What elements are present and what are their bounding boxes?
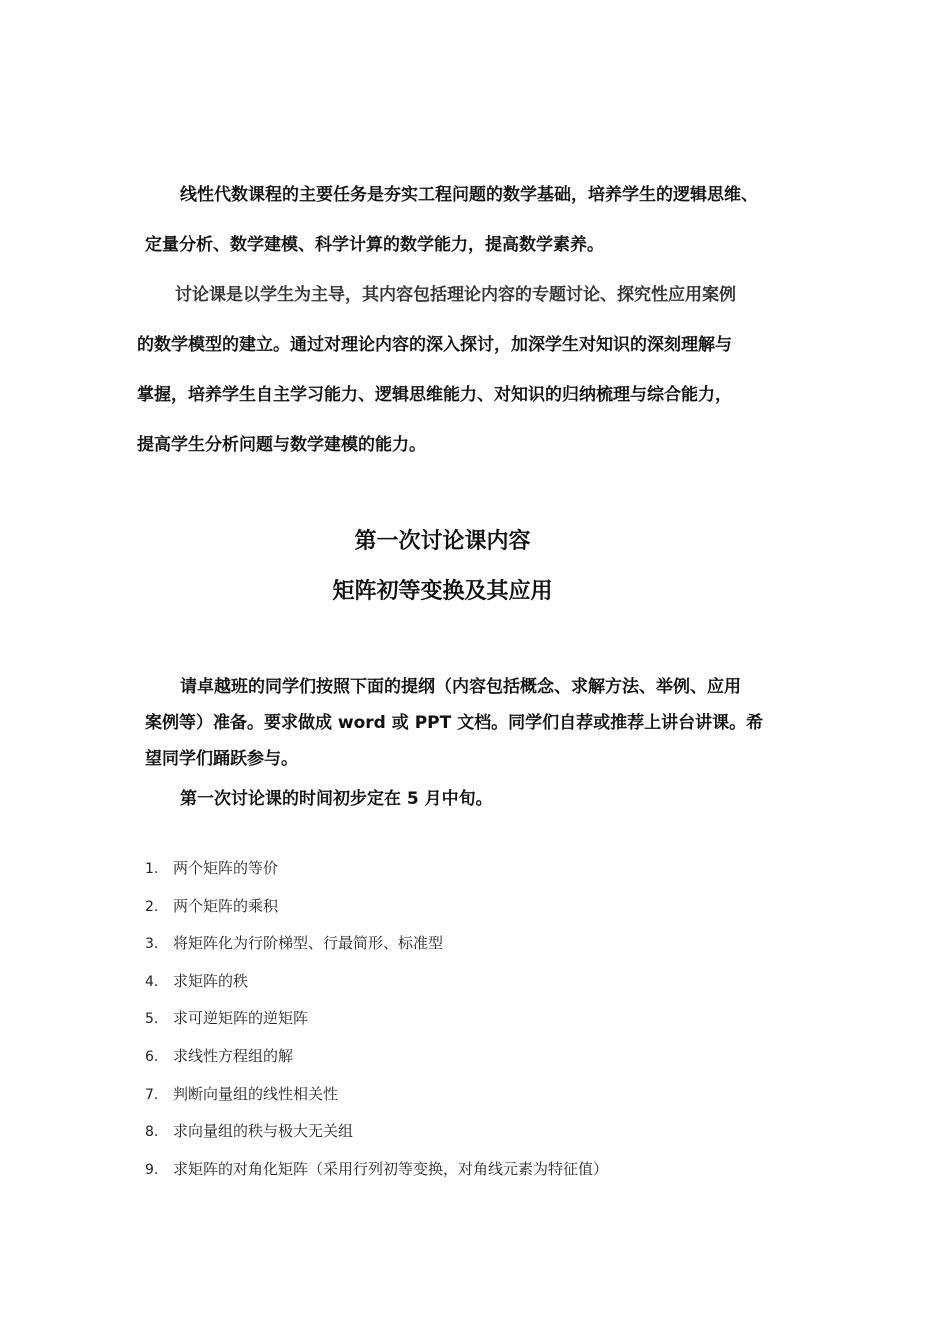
list-item: [145, 1006, 608, 1044]
list-item: [145, 931, 608, 969]
list-item: [145, 1119, 608, 1157]
list-item: [145, 894, 608, 932]
title-line-1: 第一次讨论课内容: [354, 529, 531, 554]
list-item: [145, 1157, 608, 1195]
list-item: [145, 1044, 608, 1082]
list-item-text: 求矩阵的秩: [173, 971, 249, 990]
list-item-number: 9.: [145, 1161, 159, 1178]
outline-list: [145, 856, 608, 1194]
list-item-number: 6.: [145, 1048, 159, 1065]
list-item-number: 1.: [145, 861, 159, 877]
list-item-text: 将矩阵化为行阶梯型、行最简形、标准型: [173, 934, 444, 953]
title-line-2: 矩阵初等变换及其应用: [332, 579, 553, 604]
intro-paragraph-2-line-1: 讨论课是以学生为主导，其内容包括理论内容的专题讨论、探究性应用案例: [175, 285, 736, 305]
intro-paragraph-1-line-2: 定量分析、数学建模、科学计算的数学能力，提高数学素养。: [145, 235, 604, 255]
list-item: [145, 856, 608, 894]
list-item-text: 求矩阵的对角化矩阵（采用行列初等变换，对角线元素为特征值）: [173, 1159, 609, 1178]
list-item-number: 3.: [145, 936, 159, 953]
list-item-number: 4.: [145, 973, 159, 990]
intro-paragraph-1-line-1: 线性代数课程的主要任务是夯实工程问题的数学基础，培养学生的逻辑思维、: [180, 185, 758, 205]
list-item-number: 2.: [145, 898, 159, 915]
instructions-line-2: 案例等）准备。要求做成 word 或 PPT 文档。同学们自荐或推荐上讲台讲课。希: [145, 713, 764, 733]
list-item-number: 7.: [145, 1086, 159, 1103]
list-item-text: 求可逆矩阵的逆矩阵: [173, 1009, 309, 1028]
instructions-line-1: 请卓越班的同学们按照下面的提纲（内容包括概念、求解方法、举例、应用: [180, 677, 741, 697]
intro-paragraph-2-line-3: 掌握，培养学生自主学习能力、逻辑思维能力、对知识的归纳梳理与综合能力，: [137, 385, 732, 405]
list-item-text: 两个矩阵的等价: [173, 859, 279, 877]
list-item: [145, 969, 608, 1007]
list-item: [145, 1082, 608, 1120]
intro-paragraph-2-line-2: 的数学模型的建立。通过对理论内容的深入探讨，加深学生对知识的深刻理解与: [137, 335, 732, 355]
list-item-text: 判断向量组的线性相关性: [173, 1084, 339, 1103]
intro-paragraph-2-line-4: 提高学生分析问题与数学建模的能力。: [137, 435, 426, 455]
list-item-text: 求线性方程组的解: [173, 1046, 294, 1065]
instructions-line-3: 望同学们踊跃参与。: [145, 749, 298, 769]
list-item-text: 求向量组的秩与极大无关组: [173, 1122, 354, 1141]
list-item-number: 8.: [145, 1124, 159, 1141]
list-item-number: 5.: [145, 1011, 159, 1028]
instructions-line-4: 第一次讨论课的时间初步定在 5 月中旬。: [180, 789, 493, 809]
list-item-text: 两个矩阵的乘积: [173, 896, 279, 915]
